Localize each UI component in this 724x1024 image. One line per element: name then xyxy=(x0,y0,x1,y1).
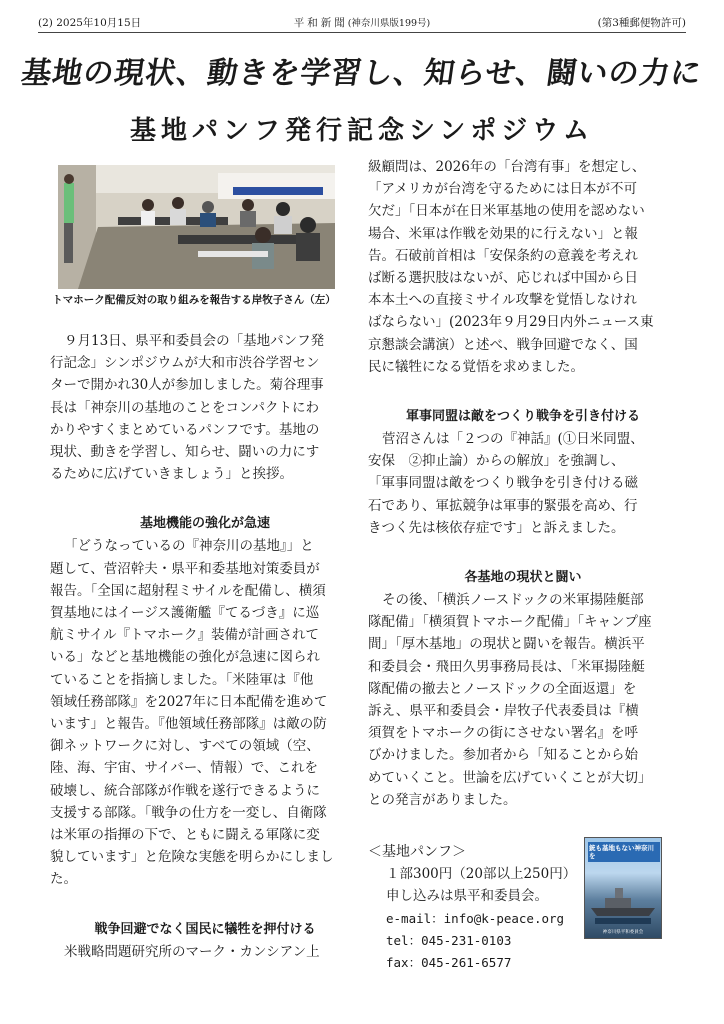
text-line: かりやすくまとめているパンフです。基地の xyxy=(50,421,320,438)
pamphlet-cover-footer: 神奈川県平和委員会 xyxy=(602,930,644,935)
pamphlet-tel: tel：045-231-0103 xyxy=(386,932,512,948)
text-line: います」と報告。『他領域任務部隊』は敵の防 xyxy=(50,716,327,733)
text-line: 石であり、軍拡競争は軍事的緊張を高め、行 xyxy=(368,497,638,514)
text-line: 本本土への直接ミサイル攻撃を覚悟しなけれ xyxy=(368,292,638,309)
text-line: は米軍の指揮の下で、ともに闘える軍隊に変 xyxy=(50,827,320,844)
section-heading-base-status: 各基地の現状と闘い xyxy=(464,570,582,586)
text-line: いる」などと基地機能の強化が急速に図られ xyxy=(50,649,320,666)
issue-date: (2) 2025年10月15日 xyxy=(38,17,142,29)
text-line: 隊配備」「横須賀トマホーク配備」「キャンプ座 xyxy=(368,614,652,631)
section-body-war-avoidance xyxy=(50,941,360,963)
text-line: ば断る選択肢はないが、応じれば中国から日 xyxy=(368,270,638,287)
pamphlet-cover-title: 銃も基地もない神奈川を xyxy=(588,842,660,862)
sub-headline: 基地パンフ発行記念シンポジウム xyxy=(129,116,595,146)
text-line: 米戦略問題研究所のマーク・カンシアン上 xyxy=(64,943,320,960)
newspaper-title: 平和新聞 xyxy=(293,17,348,29)
text-line: ターで開かれ30人が参加しました。菊谷理事 xyxy=(50,377,324,394)
spacer xyxy=(50,891,360,919)
text-line: 賀基地にはイージス護衛艦『てるづき』に巡 xyxy=(50,605,320,622)
text-line: 告。石破前首相は「安保条約の意義を考えれ xyxy=(368,247,638,264)
text-line: びかけました。参加者から「知ることから始 xyxy=(368,747,638,764)
text-line: ばならない」(2023年９月29日内外ニュース東 xyxy=(368,314,654,331)
text-line: 破壊し、統合部隊が作戦を遂行できるように xyxy=(50,782,320,799)
text-line: 題して、菅沼幹夫・県平和委基地対策委員が xyxy=(50,560,320,577)
text-line: 長は「神奈川の基地のことをコンパクトにわ xyxy=(50,399,320,416)
main-headline: 基地の現状、動きを学習し、知らせ、闘いの力に xyxy=(18,56,705,91)
text-line: 御ネットワークに対し、すべての領域（空、 xyxy=(50,738,320,755)
text-line: 貌しています」と危険な実態を明らかにしまし xyxy=(50,849,334,866)
text-line: 「アメリカが台湾を守るためには日本が不可 xyxy=(368,181,638,198)
text-line: 安保 ②抑止論）からの解放」を強調し、 xyxy=(368,453,625,470)
pamphlet-price: １部300円（20部以上250円） xyxy=(386,866,577,883)
pamphlet-apply: 申し込みは県平和委員会。 xyxy=(386,888,548,905)
section-heading-base-function: 基地機能の強化が急速 xyxy=(139,516,270,532)
text-line: るために広げていきましょう」と挨拶。 xyxy=(50,466,293,483)
text-line: 航ミサイル『トマホーク』装備が計画されて xyxy=(50,627,320,644)
text-line: 民に犠牲になる覚悟を求めました。 xyxy=(368,358,584,375)
newspaper-name xyxy=(38,14,686,33)
postal-permit: (第3種郵便物許可) xyxy=(597,17,686,29)
pamphlet-cover-image xyxy=(584,837,662,939)
text-line: との発言がありました。 xyxy=(368,791,517,808)
intro-paragraph xyxy=(50,330,360,485)
text-line: 京懇談会講演）と述べ、戦争回避でなく、国 xyxy=(368,336,638,353)
text-line: 「軍事同盟は敵をつくり戦争を引き付ける磁 xyxy=(368,475,638,492)
text-line: 報告。「全国に超射程ミサイルを配備し、横須 xyxy=(50,582,326,599)
text-line: 訴え、県平和委員会・岸牧子代表委員は『横 xyxy=(368,703,639,720)
left-column xyxy=(50,330,360,963)
ship-icon xyxy=(585,868,661,928)
symposium-photo-graphic xyxy=(58,165,335,289)
section-heading-military-alliance: 軍事同盟は敵をつくり戦争を引き付ける xyxy=(405,409,640,425)
photo-caption: トマホーク配備反対の取り組みを報告する岸牧子さん（左） xyxy=(52,294,336,306)
text-line: 「どうなっているの『神奈川の基地』」と xyxy=(64,538,314,555)
section-body-base-status xyxy=(368,589,678,811)
section-body-military-alliance xyxy=(368,428,678,539)
spacer xyxy=(368,378,678,406)
text-line: 隊配備の撤去とノースドックの全面返還」を xyxy=(368,680,637,697)
pamphlet-heading: ＜基地パンフ＞ xyxy=(368,844,466,861)
spacer xyxy=(50,485,360,513)
text-line: 欠だ」「日本が在日米軍基地の使用を認めない xyxy=(368,203,645,220)
section-heading-war-avoidance: 戦争回避でなく国民に犠牲を押付ける xyxy=(94,921,316,937)
text-line: 和委員会・飛田久男事務局長は、「米軍揚陸艇 xyxy=(368,658,645,675)
text-line: 間」「厚木基地」の現状と闘いを報告。横浜平 xyxy=(368,636,645,653)
text-line: 領域任務部隊』を2027年に日本配備を進めて xyxy=(50,693,328,710)
page-header xyxy=(38,14,686,33)
pamphlet-email: e-mail：info@k-peace.org xyxy=(386,910,565,926)
text-line: その後、「横浜ノースドックの米軍揚陸艇部 xyxy=(382,592,644,609)
section-body-base-function xyxy=(50,535,360,890)
text-line: 級顧問は、2026年の「台湾有事」を想定し、 xyxy=(368,159,646,175)
text-line: 場合、米軍は作戦を効果的に行えない」と報 xyxy=(368,225,638,242)
text-line: た。 xyxy=(50,871,77,888)
text-line: 陸、海、宇宙、サイバー、情報）で、これを xyxy=(50,760,318,777)
text-line: 菅沼さんは「２つの『神話』(①日米同盟、 xyxy=(382,431,644,448)
symposium-photo xyxy=(58,165,335,289)
edition-label: (神奈川県版199号) xyxy=(347,18,431,29)
text-line: めていくこと。世論を広げていくことが大切」 xyxy=(368,769,652,786)
text-line: 現状、動きを学習し、知らせ、闘いの力にす xyxy=(50,444,320,461)
pamphlet-fax: fax：045-261-6577 xyxy=(386,955,512,971)
section-body-war-avoidance-cont xyxy=(368,156,678,378)
text-line: きつく先は核依存症です」と訴えました。 xyxy=(368,519,625,536)
text-line: ていることを指摘しました。「米陸軍は『他 xyxy=(50,671,314,688)
spacer xyxy=(368,811,678,839)
text-line: 支援する部隊。「戦争の仕方を一変し、自衛隊 xyxy=(50,804,327,821)
spacer xyxy=(368,539,678,567)
text-line: 須賀をトマホークの街にさせない署名』を呼 xyxy=(368,725,638,742)
text-line: 行記念」シンポジウムが大和市渋谷学習セン xyxy=(50,355,320,372)
text-line: ９月13日、県平和委員会の「基地パンフ発 xyxy=(64,333,325,349)
